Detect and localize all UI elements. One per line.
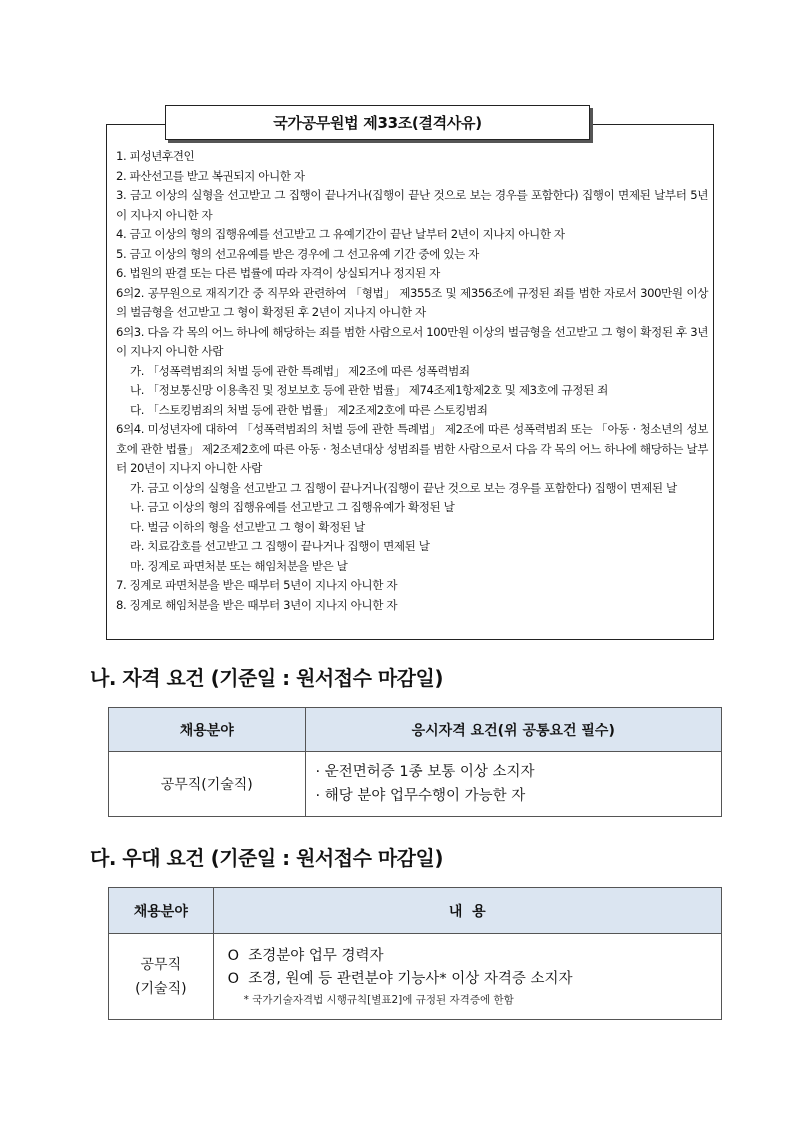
disqualification-subitem: 나. 금고 이상의 형의 집행유예를 선고받고 그 집행유예가 확정된 날 [130,500,455,514]
preference-table [108,887,722,1020]
disqualification-item: 3. 금고 이상의 실형을 선고받고 그 집행이 끝나거나(집행이 끝난 것으로 보는 경우를 포함한다) 집행이 면제된 날부터 5년이 지나지 아니한 자 [116,188,708,222]
disqualification-item: 6. 법원의 판결 또는 다른 법률에 따라 자격이 상실되거나 정지된 자 [116,266,440,280]
field-line: (기술직) [135,980,187,997]
disqualification-subitem: 가. 「성폭력범죄의 처벌 등에 관한 특례법」 제2조에 따른 성폭력범죄 [130,363,470,378]
disqualification-item: 7. 징계로 파면처분을 받은 때부터 5년이 지나지 아니한 자 [116,578,398,592]
disqualification-subitem: 나. 「정보통신망 이용촉진 및 정보보호 등에 관한 법률」 제74조제1항제2호 및 제3호에 규정된 죄 [130,383,608,397]
preference-item: O 조경분야 업무 경력자 [227,947,384,964]
disqualification-item: 1. 피성년후견인 [116,149,195,163]
requirement-item: · 해당 분야 업무수행이 가능한 자 [315,788,526,804]
content-cell [213,934,721,1020]
disqualification-title: 국가공무원법 제33조(결격사유) [165,105,590,140]
disqualification-item: 6의3. 다음 각 목의 어느 하나에 해당하는 죄를 범한 사람으로서 100만원 이상의 벌금형을 선고받고 그 형이 확정된 후 3년이 지나지 아니한 사람 [116,324,708,358]
preference-heading: 다. 우대 요건 (기준일 : 원서접수 마감일) [90,846,443,870]
requirement-cell [305,752,722,817]
requirement-item: · 운전면허증 1종 보통 이상 소지자 [315,764,535,780]
disqualification-item: 6의2. 공무원으로 재직기간 중 직무와 관련하여 「형법」 제355조 및 제356조에 규정된 죄를 범한 자로서 300만원 이상의 벌금형을 선고받고 그 형이 확정된 후 2년이 지나지 아니한 자 [116,285,708,319]
column-header-requirement: 응시자격 요건(위 공통요건 필수) [305,708,722,752]
disqualification-item: 6의4. 미성년자에 대하여 「성폭력범죄의 처벌 등에 관한 특례법」 제2조에 따른 성폭력범죄 또는 「아동 · 청소년의 성보호에 관한 법률」 제2조제2호에 따른 아동 · 청소년대상 성범죄를 범한 사람으로서 다음 각 목의 어느 하나에 해당하는 날부터 20년이 지나지 아니한 사람 [116,422,708,475]
field-cell [109,934,214,1020]
qualification-heading: 나. 자격 요건 (기준일 : 원서접수 마감일) [90,666,443,690]
field-line: 공무직 [140,956,182,973]
column-header-field: 채용분야 [109,888,214,934]
disqualification-subitem: 가. 금고 이상의 실형을 선고받고 그 집행이 끝나거나(집행이 끝난 것으로 보는 경우를 포함한다) 집행이 면제된 날 [130,480,677,495]
column-header-field: 채용분야 [109,708,306,752]
disqualification-item: 5. 금고 이상의 형의 선고유예를 받은 경우에 그 선고유예 기간 중에 있는 자 [116,246,479,261]
disqualification-subitem: 다. 「스토킹범죄의 처벌 등에 관한 법률」 제2조제2호에 따른 스토킹범죄 [130,402,488,417]
disqualification-item: 2. 파산선고를 받고 복권되지 아니한 자 [116,168,305,183]
qualification-table [108,707,722,817]
disqualification-item: 4. 금고 이상의 형의 집행유예를 선고받고 그 유예기간이 끝난 날부터 2년이 지나지 아니한 자 [116,227,565,241]
field-cell: 공무직(기술직) [109,752,306,817]
disqualification-subitem: 마. 징계로 파면처분 또는 해임처분을 받은 날 [130,558,348,573]
preference-item: O 조경, 원예 등 관련분야 기능사* 이상 자격증 소지자 [227,970,573,987]
preference-note: * 국가기술자격법 시행규칙[별표2]에 규정된 자격증에 한함 [243,993,514,1006]
disqualification-item: 8. 징계로 해임처분을 받은 때부터 3년이 지나지 아니한 자 [116,597,398,612]
column-header-content: 내 용 [213,888,721,934]
disqualification-subitem: 라. 치료감호를 선고받고 그 집행이 끝나거나 집행이 면제된 날 [130,539,430,553]
disqualification-subitem: 다. 벌금 이하의 형을 선고받고 그 형이 확정된 날 [130,519,365,534]
disqualification-list [116,147,708,615]
